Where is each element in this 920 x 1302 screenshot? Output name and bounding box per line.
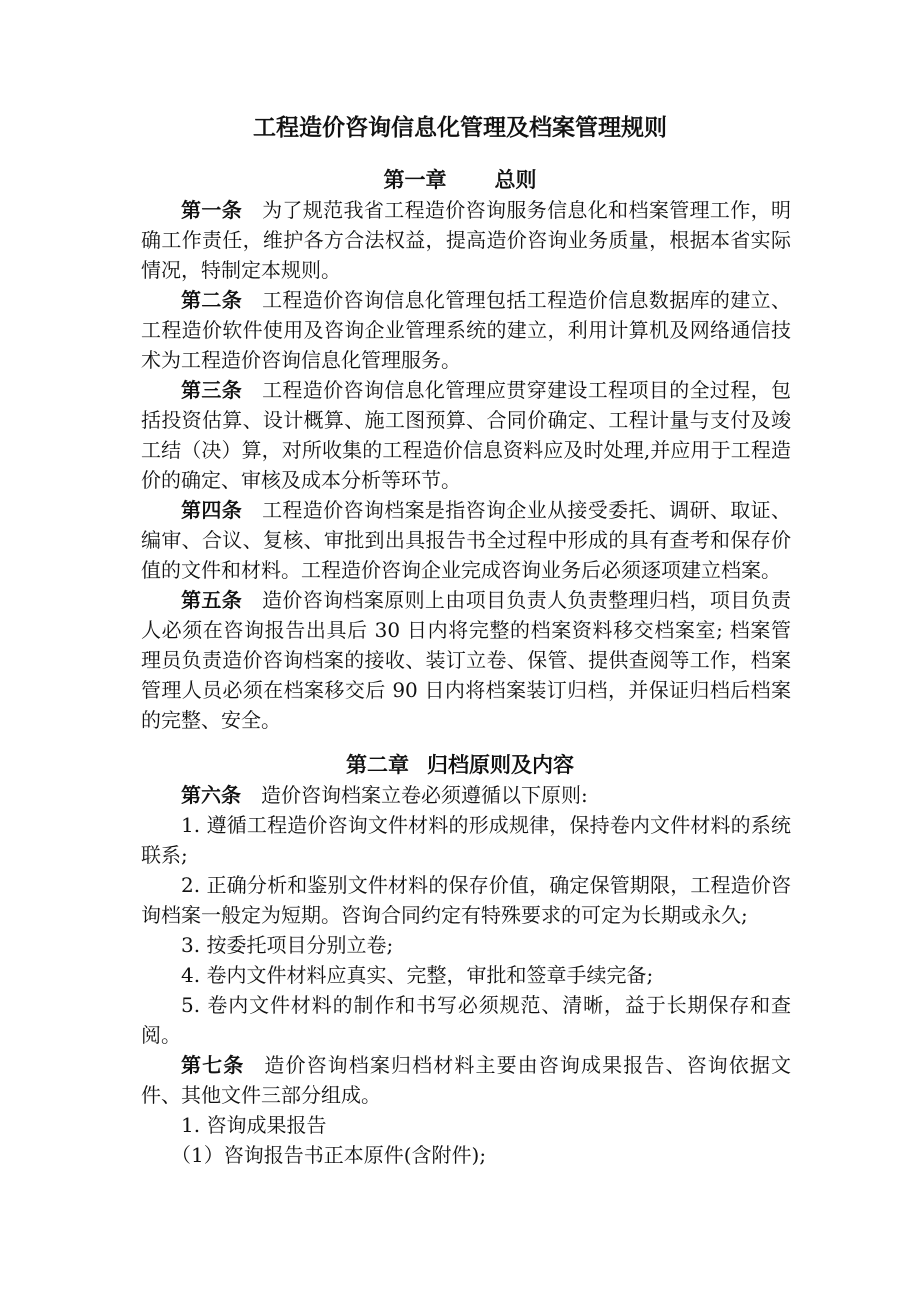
article-2-label: 第二条 xyxy=(181,288,243,312)
article-6-item-5: 5. 卷内文件材料的制作和书写必须规范、清晰，益于长期保存和查阅。 xyxy=(141,993,791,1047)
article-2 xyxy=(141,285,791,375)
chapter-2-number: 第二章 xyxy=(346,753,409,777)
article-4-text: 工程造价咨询档案是指咨询企业从接受委托、调研、取证、编审、合议、复核、审批到出具报告书全过程中形成的具有查考和保存价值的文件和材料。工程造价咨询企业完成咨询业务后必须逐项建立档案。 xyxy=(141,498,792,582)
article-7-label: 第七条 xyxy=(181,1053,245,1077)
article-4 xyxy=(141,495,791,585)
article-1-text: 为了规范我省工程造价咨询服务信息化和档案管理工作，明确工作责任，维护各方合法权益，提高造价咨询业务质量，根据本省实际情况，特制定本规则。 xyxy=(141,198,792,282)
article-6-item-1: 1. 遵循工程造价咨询文件材料的形成规律，保持卷内文件材料的系统联系; xyxy=(141,813,791,867)
article-6 xyxy=(141,780,791,810)
article-7-subitem-1: （1）咨询报告书正本原件(含附件); xyxy=(171,1143,487,1167)
article-5-text: 造价咨询档案原则上由项目负责人负责整理归档，项目负责人必须在咨询报告出具后 30 日内将完整的档案资料移交档案室; 档案管理员负责造价咨询档案的接收、装订立卷、保管、提供查阅等工作，档案管理人员必须在档案移交后 90 日内将档案装订归档，并保证归档后档案的完整、安全。 xyxy=(141,588,792,732)
chapter-2-body xyxy=(141,780,791,1170)
article-3 xyxy=(141,375,791,495)
article-6-item-3: 3. 按委托项目分别立卷; xyxy=(181,933,394,957)
chapter-1-heading xyxy=(0,165,920,195)
chapter-2-heading xyxy=(0,750,920,780)
article-4-label: 第四条 xyxy=(181,498,243,522)
article-5-label: 第五条 xyxy=(181,588,243,612)
article-7 xyxy=(141,1050,791,1110)
article-3-text: 工程造价咨询信息化管理应贯穿建设工程项目的全过程，包括投资估算、设计概算、施工图预算、合同价确定、工程计量与支付及竣工结（决）算，对所收集的工程造价信息资料应及时处理,并应用于工程造价的确定、审核及成本分析等环节。 xyxy=(141,378,792,492)
article-6-label: 第六条 xyxy=(181,783,241,807)
article-6-item-4: 4. 卷内文件材料应真实、完整，审批和签章手续完备; xyxy=(181,963,654,987)
article-6-text: 造价咨询档案立卷必须遵循以下原则: xyxy=(261,783,588,807)
document-title: 工程造价咨询信息化管理及档案管理规则 xyxy=(253,115,667,141)
article-1-label: 第一条 xyxy=(181,198,243,222)
chapter-2-name: 归档原则及内容 xyxy=(427,753,574,777)
chapter-1-name: 总则 xyxy=(494,168,537,192)
article-1 xyxy=(141,195,791,285)
article-6-item-2: 2. 正确分析和鉴别文件材料的保存价值，确定保管期限，工程造价咨询档案一般定为短期。咨询合同约定有特殊要求的可定为长期或永久; xyxy=(141,873,791,927)
article-7-item-1: 1. 咨询成果报告 xyxy=(181,1113,327,1137)
article-3-label: 第三条 xyxy=(181,378,243,402)
article-2-text: 工程造价咨询信息化管理包括工程造价信息数据库的建立、工程造价软件使用及咨询企业管理系统的建立，利用计算机及网络通信技术为工程造价咨询信息化管理服务。 xyxy=(141,288,792,372)
chapter-1-body xyxy=(141,195,791,735)
article-7-text: 造价咨询档案归档材料主要由咨询成果报告、咨询依据文件、其他文件三部分组成。 xyxy=(141,1053,792,1107)
chapter-1-number: 第一章 xyxy=(383,168,447,192)
article-5 xyxy=(141,585,791,735)
